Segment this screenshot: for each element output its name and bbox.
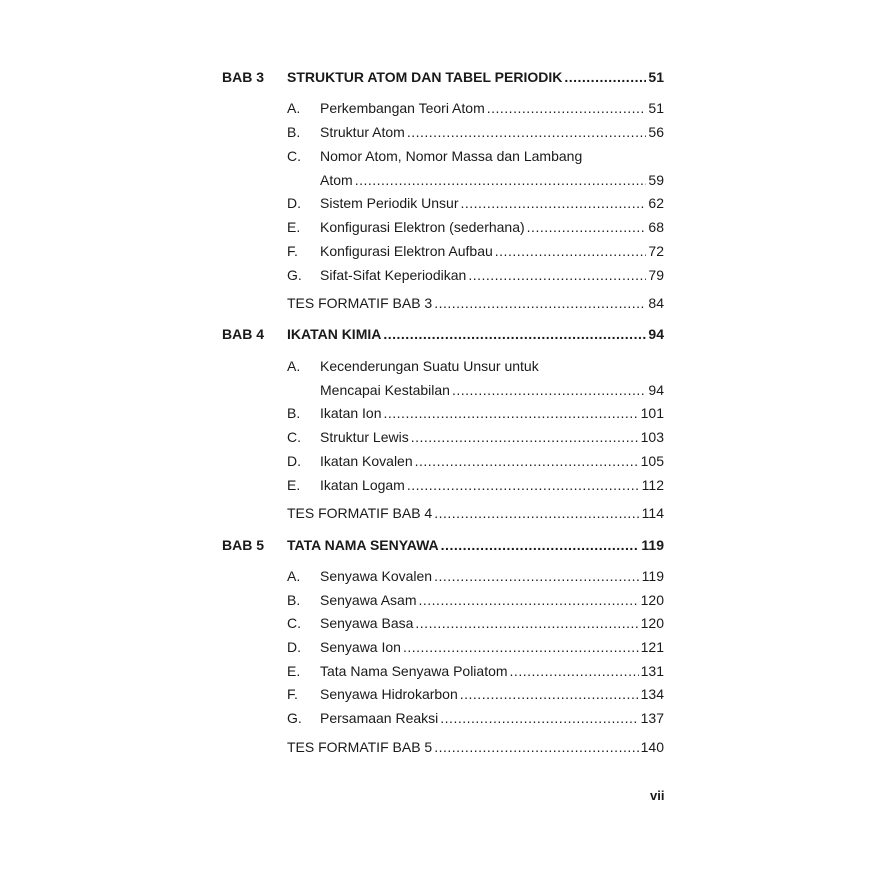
toc-entry [320,566,664,586]
toc-entry-line1 [320,146,664,166]
dot-leader [441,535,640,555]
item-letter: G. [287,710,302,726]
entry-page: 112 [641,477,664,493]
entry-text: Ikatan Ion [320,405,382,421]
entry-page: 72 [648,243,664,259]
toc-entry [320,613,664,633]
chapter-label: BAB 4 [222,326,265,342]
dot-leader [419,590,639,610]
entry-page: 62 [648,195,664,211]
entry-page: 79 [648,267,664,283]
entry-text: TATA NAMA SENYAWA [287,537,439,553]
entry-page: 94 [648,326,664,342]
entry-text: Mencapai Kestabilan [320,382,450,398]
toc-entry [320,475,664,495]
entry-text: TES FORMATIF BAB 4 [287,505,433,521]
entry-page: 140 [640,739,664,755]
page-number: vii [650,788,665,803]
dot-leader [415,613,638,633]
entry-text: TES FORMATIF BAB 3 [287,295,433,311]
item-letter: C. [287,148,301,164]
toc-entry [320,241,664,261]
dot-leader [487,98,647,118]
toc-entry [320,403,664,423]
entry-text: Senyawa Asam [320,592,417,608]
chapter-label: BAB 3 [222,69,265,85]
item-letter: A. [287,100,301,116]
dot-leader [415,451,639,471]
entry-text: Senyawa Basa [320,615,414,631]
item-letter: E. [287,477,301,493]
dot-leader [407,122,647,142]
item-letter: E. [287,219,301,235]
toc-entry [320,98,664,118]
item-letter: B. [287,405,301,421]
entry-text: Tata Nama Senyawa Poliatom [320,663,508,679]
toc-entry [320,122,664,142]
dot-leader [434,293,646,313]
entry-page: 120 [640,615,664,631]
entry-page: 137 [640,710,664,726]
dot-leader [434,503,639,523]
item-letter: B. [287,124,301,140]
entry-text: Ikatan Logam [320,477,405,493]
item-letter: B. [287,592,301,608]
dot-leader [403,637,639,657]
dot-leader [510,661,639,681]
dot-leader [355,170,647,190]
entry-text: Sifat-Sifat Keperiodikan [320,267,467,283]
entry-page: 59 [648,172,664,188]
entry-text: Struktur Atom [320,124,405,140]
dot-leader [434,737,638,757]
toc-entry [320,427,664,447]
item-letter: D. [287,639,301,655]
toc-entry [320,661,664,681]
item-letter: C. [287,429,301,445]
dot-leader [495,241,647,261]
item-letter: F. [287,686,298,702]
toc-entry [320,217,664,237]
entry-page: 119 [641,537,664,553]
toc-entry [320,708,664,728]
entry-text: Kecenderungan Suatu Unsur untuk [320,358,539,374]
entry-text: Konfigurasi Elektron (sederhana) [320,219,525,235]
entry-text: Senyawa Hidrokarbon [320,686,458,702]
entry-page: 134 [640,686,664,702]
toc-entry [320,380,664,400]
toc-entry [320,193,664,213]
entry-text: Perkembangan Teori Atom [320,100,485,116]
entry-page: 56 [648,124,664,140]
entry-text: STRUKTUR ATOM DAN TABEL PERIODIK [287,69,563,85]
chapter-label: BAB 5 [222,537,265,553]
dot-leader [384,403,639,423]
entry-page: 103 [640,429,664,445]
formative-test-entry [287,503,664,523]
entry-page: 119 [641,568,664,584]
entry-page: 121 [640,639,664,655]
entry-text: Nomor Atom, Nomor Massa dan Lambang [320,148,583,164]
item-letter: A. [287,358,301,374]
item-letter: G. [287,267,302,283]
dot-leader [452,380,646,400]
dot-leader [468,265,646,285]
item-letter: D. [287,195,301,211]
chapter-heading [287,67,664,87]
toc-entry [320,265,664,285]
dot-leader [434,566,640,586]
entry-text: Ikatan Kovalen [320,453,413,469]
entry-page: 120 [640,592,664,608]
entry-text: IKATAN KIMIA [287,326,382,342]
entry-page: 94 [648,382,664,398]
dot-leader [527,217,647,237]
toc-entry [320,451,664,471]
entry-page: 51 [648,69,664,85]
dot-leader [461,193,647,213]
entry-page: 131 [640,663,664,679]
entry-text: Sistem Periodik Unsur [320,195,459,211]
entry-text: Senyawa Kovalen [320,568,433,584]
item-letter: E. [287,663,301,679]
toc-entry [320,590,664,610]
entry-page: 105 [640,453,664,469]
formative-test-entry [287,293,664,313]
entry-page: 84 [648,295,664,311]
entry-page: 68 [648,219,664,235]
entry-page: 51 [648,100,664,116]
entry-text: Konfigurasi Elektron Aufbau [320,243,493,259]
chapter-heading [287,324,664,344]
dot-leader [564,67,646,87]
item-letter: A. [287,568,301,584]
toc-entry [320,170,664,190]
entry-text: Struktur Lewis [320,429,409,445]
item-letter: C. [287,615,301,631]
item-letter: F. [287,243,298,259]
toc-entry-line1 [320,356,664,376]
entry-text: Persamaan Reaksi [320,710,439,726]
chapter-heading [287,535,664,555]
toc-entry [320,637,664,657]
dot-leader [411,427,639,447]
toc-entry [320,684,664,704]
dot-leader [440,708,638,728]
dot-leader [460,684,639,704]
entry-text: TES FORMATIF BAB 5 [287,739,433,755]
dot-leader [407,475,640,495]
dot-leader [383,324,646,344]
item-letter: D. [287,453,301,469]
entry-page: 114 [641,505,664,521]
entry-text: Atom [320,172,353,188]
entry-page: 101 [640,405,664,421]
entry-text: Senyawa Ion [320,639,401,655]
formative-test-entry [287,737,664,757]
